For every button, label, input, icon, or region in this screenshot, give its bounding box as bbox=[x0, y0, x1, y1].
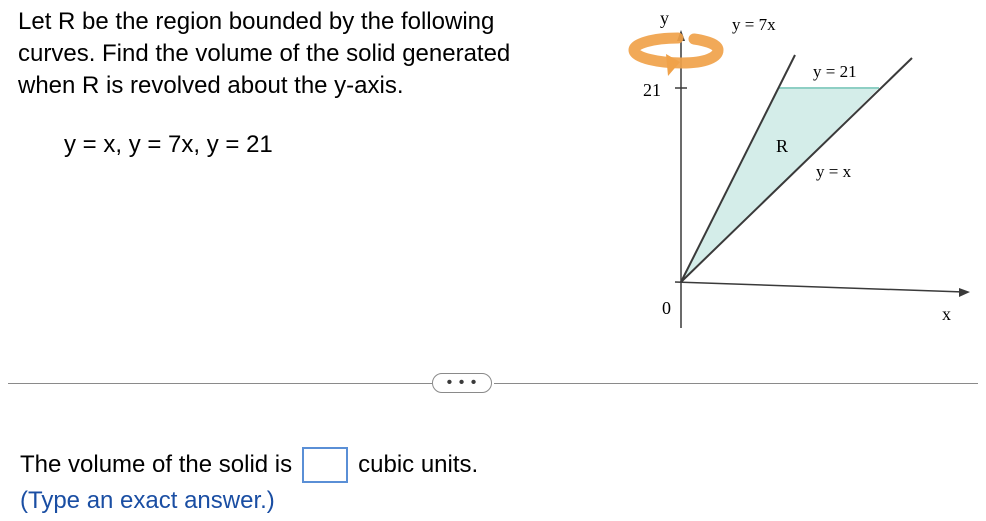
origin-label: 0 bbox=[662, 298, 671, 318]
label-y-7x: y = 7x bbox=[732, 15, 776, 34]
label-y-x: y = x bbox=[816, 162, 852, 181]
problem-line-2: curves. Find the volume of the solid generated bbox=[18, 40, 511, 67]
y-tick-label-21: 21 bbox=[643, 80, 661, 100]
region-label-r: R bbox=[776, 136, 789, 156]
answer-line bbox=[20, 447, 478, 483]
volume-answer-input[interactable] bbox=[302, 447, 348, 483]
bounding-equations: y = x, y = 7x, y = 21 bbox=[64, 131, 273, 158]
rotation-arrow-icon bbox=[634, 38, 718, 76]
x-axis-label: x bbox=[942, 304, 951, 324]
section-divider-right bbox=[494, 383, 978, 384]
problem-line-3: when R is revolved about the y-axis. bbox=[18, 72, 404, 99]
answer-hint: (Type an exact answer.) bbox=[20, 487, 275, 514]
region-graph bbox=[622, 0, 986, 340]
problem-line-1: Let R be the region bounded by the following bbox=[18, 8, 495, 35]
x-axis-arrow bbox=[959, 288, 970, 297]
problem-statement bbox=[18, 6, 578, 102]
section-divider-left bbox=[8, 383, 432, 384]
x-axis bbox=[675, 282, 964, 292]
label-y-21: y = 21 bbox=[813, 62, 857, 81]
answer-suffix: cubic units. bbox=[358, 451, 479, 478]
answer-prefix: The volume of the solid is bbox=[20, 451, 293, 478]
y-axis-label: y bbox=[660, 8, 669, 28]
show-more-button[interactable]: • • • bbox=[432, 373, 492, 393]
